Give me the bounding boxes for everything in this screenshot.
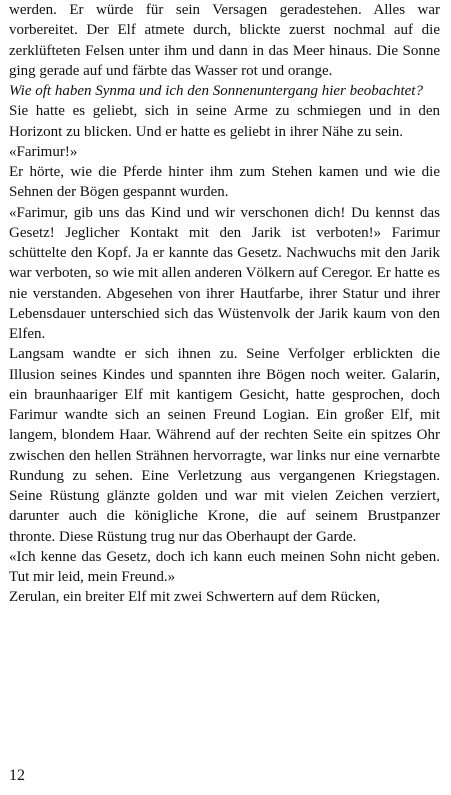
body-text [9, 0, 440, 608]
page-number: 12 [9, 767, 25, 784]
paragraph-3: Sie hatte es geliebt, sich in seine Arme zu schmiegen und in den Horizont zu blicken. Und er hatte es geliebt in ihrer Nähe zu sein. [9, 103, 440, 140]
paragraph-1: werden. Er würde für sein Versagen geradestehen. Alles war vorbereitet. Der Elf atmete durch, blickte zuerst nochmal auf die zerklüfteten Felsen unter ihm und dann in das Meer hinaus. Die Sonne ging gerade auf und färbte das Wasser rot und orange. [9, 2, 440, 79]
paragraph-6: «Farimur, gib uns das Kind und wir verschonen dich! Du kennst das Gesetz! Jeglicher Kontakt mit den Jarik ist verboten!» Farimur schüttelte den Kopf. Ja er kannte das Gesetz. Nachwuchs mit den Jarik war verboten, so wie mit allen anderen Völkern auf Ceregor. Er hatte es nie verstanden. Abgesehen von ihrer Hautfarbe, ihrer Statur und ihrer Lebensdauer unterschied sich das Wüstenvolk der Jarik kaum von den Elfen. [9, 204, 440, 342]
paragraph-9: Zerulan, ein breiter Elf mit zwei Schwertern auf dem Rücken, [9, 589, 381, 606]
paragraph-2-italic-thought: Wie oft haben Synma und ich den Sonnenuntergang hier beobachtet? [9, 83, 423, 99]
paragraph-8-dialogue: «Ich kenne das Gesetz, doch ich kann euch meinen Sohn nicht geben. Tut mir leid, mein Freund.» [9, 548, 440, 585]
paragraph-5: Er hörte, wie die Pferde hinter ihm zum Stehen kamen und wie die Sehnen der Bögen gespannt wurden. [9, 164, 440, 201]
paragraph-4-dialogue: «Farimur!» [9, 143, 78, 160]
paragraph-7: Langsam wandte er sich ihnen zu. Seine Verfolger erblickten die Illusion seines Kindes und spannten ihre Bögen noch weiter. Galarin, ein braunhaariger Elf mit kantigem Gesicht, hatte gesprochen, doch Farimur wandte sich an seinen Freund Logian. Ein großer Elf, mit langem, blondem Haar. Während auf der rechten Seite ein spitzes Ohr zwischen den hellen Strähnen hervorragte, war links nur eine vernarbte Rundung zu sehen. Eine Verletzung aus vergangenen Kriegstagen. Seine Rüstung glänzte golden und war mit vielen Zeichen verziert, darunter auch die königliche Krone, die auf seinem Brustpanzer thronte. Diese Rüstung trug nur das Oberhaupt der Garde. [9, 346, 440, 545]
